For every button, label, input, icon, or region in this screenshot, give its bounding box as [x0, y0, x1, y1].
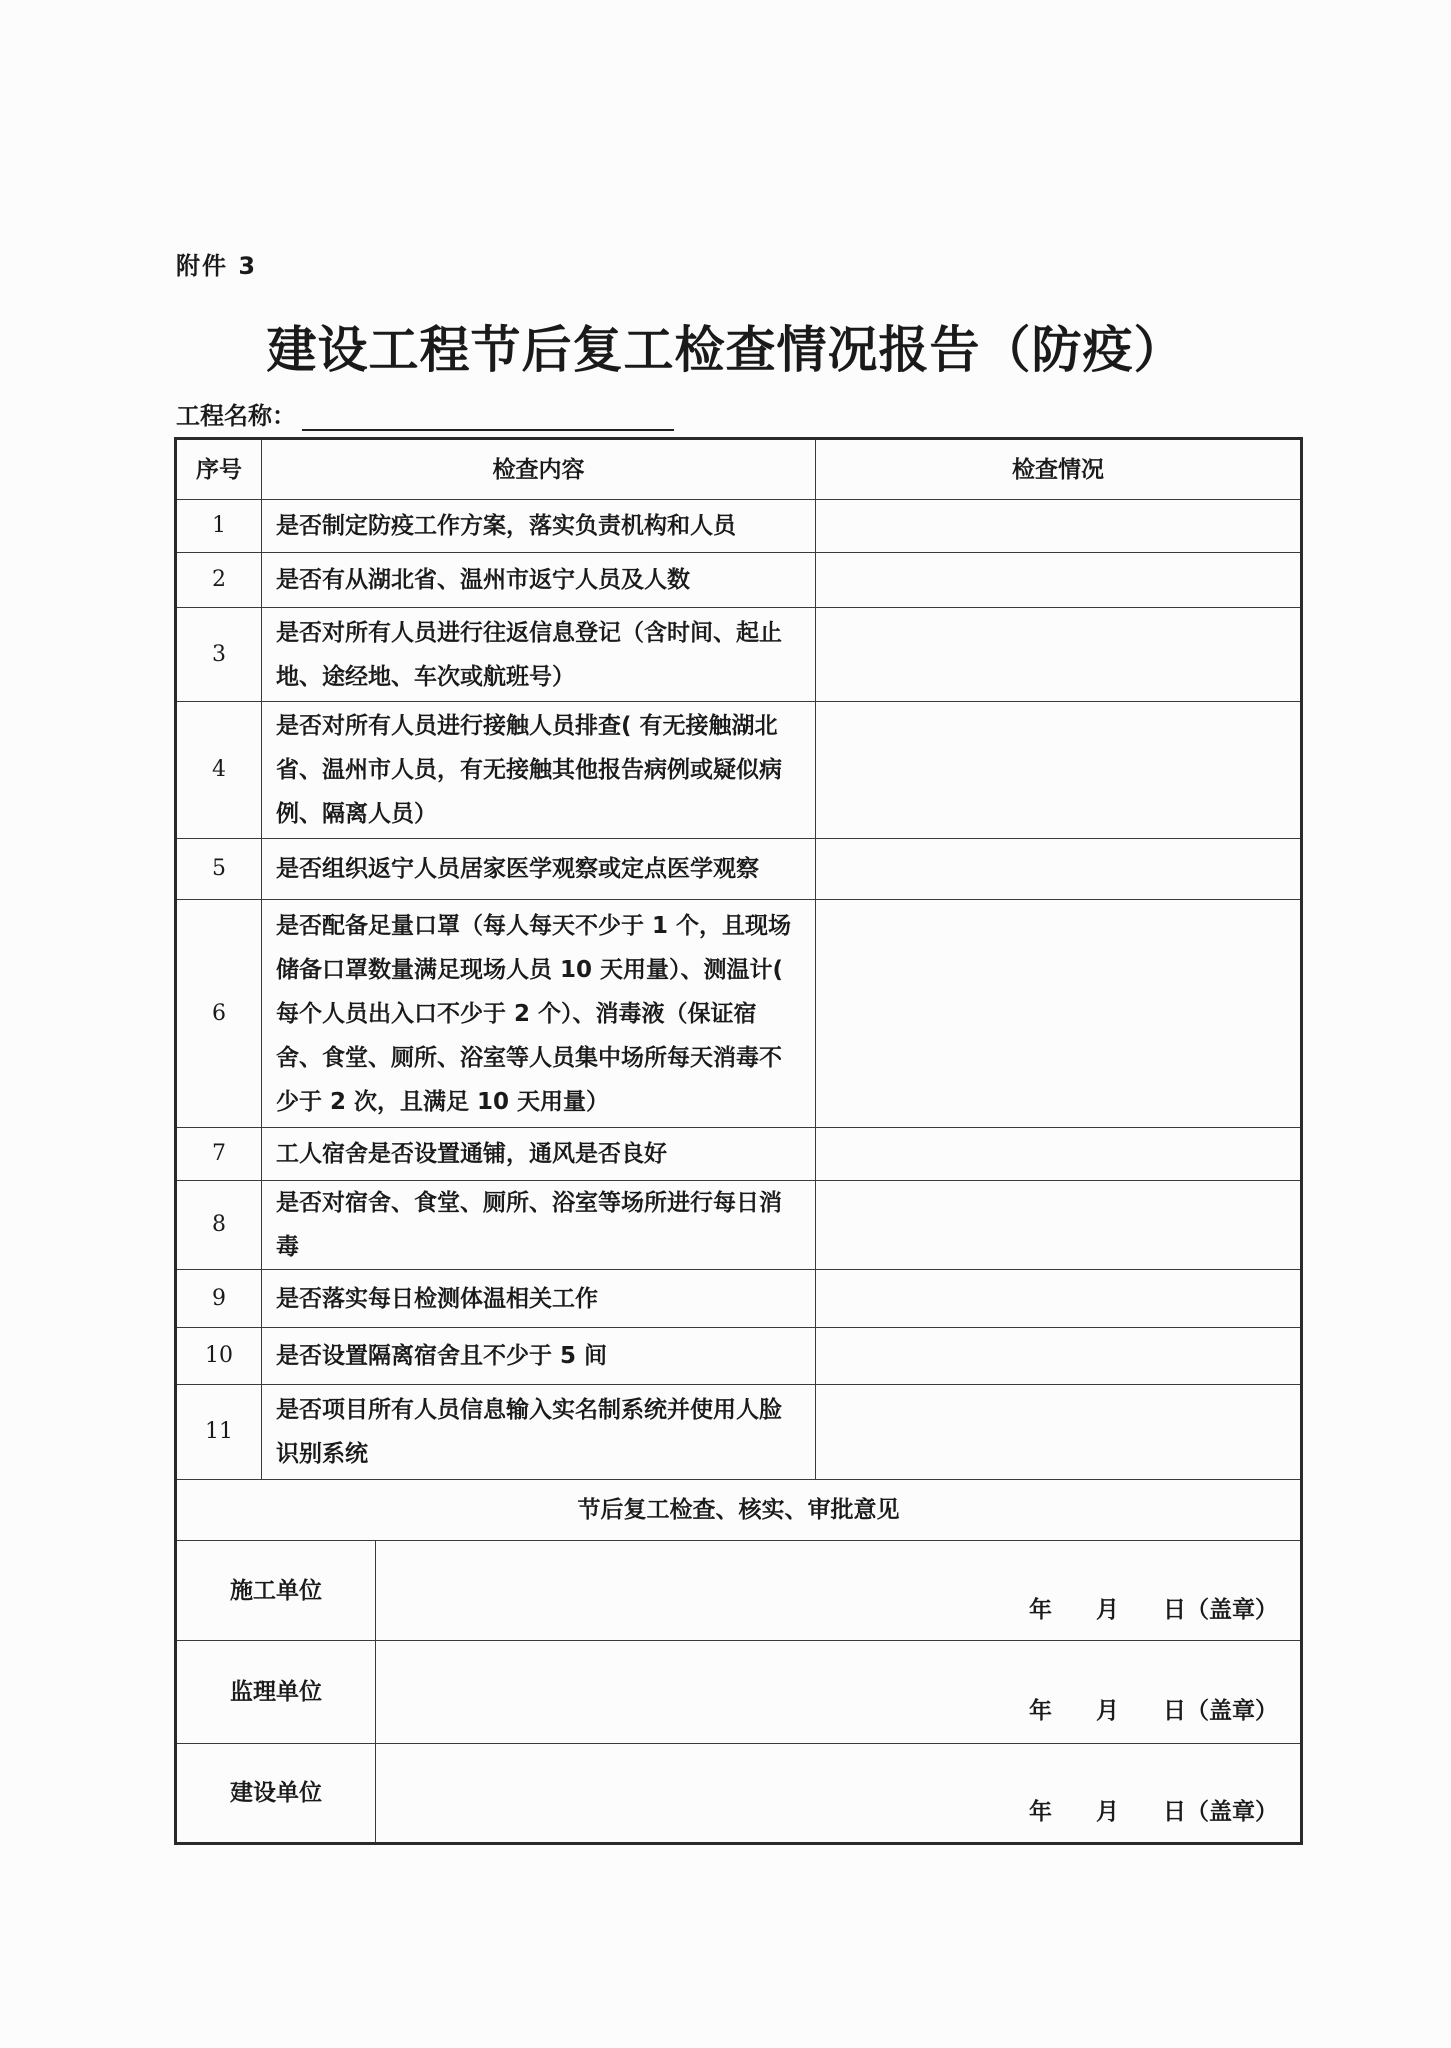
- row-status-cell[interactable]: [816, 1128, 1302, 1181]
- sign-line: [390, 1752, 1286, 1834]
- row-status-cell[interactable]: [816, 1270, 1302, 1328]
- row-seq: 11: [176, 1385, 262, 1480]
- row-seq: 10: [176, 1328, 262, 1385]
- row-content: 是否组织返宁人员居家医学观察或定点医学观察: [262, 839, 816, 900]
- row-status-cell[interactable]: [816, 1385, 1302, 1480]
- unit-label-supervision: 监理单位: [176, 1641, 376, 1744]
- sign-line: [390, 1550, 1286, 1632]
- row-seq: 4: [176, 702, 262, 839]
- row-seq: 9: [176, 1270, 262, 1328]
- approval-row: [176, 1744, 1302, 1844]
- header-status: 检查情况: [816, 439, 1302, 500]
- row-status-cell[interactable]: [816, 702, 1302, 839]
- row-content: 是否有从湖北省、温州市返宁人员及人数: [262, 553, 816, 608]
- sign-month: 月: [1096, 1596, 1119, 1623]
- table-row: [176, 553, 1302, 608]
- row-seq: 1: [176, 500, 262, 553]
- table-row: [176, 1328, 1302, 1385]
- row-seq: 2: [176, 553, 262, 608]
- row-seq: 5: [176, 839, 262, 900]
- unit-label-owner: 建设单位: [176, 1744, 376, 1844]
- unit-label-construction: 施工单位: [176, 1541, 376, 1641]
- row-content: 是否对所有人员进行往返信息登记（含时间、起止地、途经地、车次或航班号）: [262, 608, 816, 702]
- header-content: 检查内容: [262, 439, 816, 500]
- row-content: 是否配备足量口罩（每人每天不少于 1 个，且现场储备口罩数量满足现场人员 10 天用量）、测温计( 每个人员出入口不少于 2 个）、消毒液（保证宿舍、食堂、厕所、浴室等人员集中场所每天消毒不少于 2 次，且满足 10 天用量）: [262, 900, 816, 1128]
- table-row: [176, 702, 1302, 839]
- attachment-label: 附件 3: [176, 252, 258, 280]
- row-content: 工人宿舍是否设置通铺，通风是否良好: [262, 1128, 816, 1181]
- table-row: [176, 839, 1302, 900]
- header-seq: 序号: [176, 439, 262, 500]
- approval-row: [176, 1541, 1302, 1641]
- sign-year: 年: [1029, 1799, 1052, 1825]
- inspection-table: [174, 437, 1303, 1845]
- sign-day-seal: 日（盖章）: [1163, 1698, 1278, 1724]
- row-status-cell[interactable]: [816, 900, 1302, 1128]
- approval-opinion-supervision[interactable]: [376, 1641, 1302, 1744]
- table-row: [176, 1270, 1302, 1328]
- row-seq: 8: [176, 1181, 262, 1270]
- table-row: [176, 1385, 1302, 1480]
- table-row: [176, 608, 1302, 702]
- row-status-cell[interactable]: [816, 1328, 1302, 1385]
- project-name-field: [176, 396, 674, 431]
- table-row: [176, 900, 1302, 1128]
- sign-month: 月: [1096, 1799, 1119, 1825]
- row-status-cell[interactable]: [816, 608, 1302, 702]
- row-content: 是否项目所有人员信息输入实名制系统并使用人脸识别系统: [262, 1385, 816, 1480]
- project-name-input-line[interactable]: [302, 399, 674, 431]
- row-content: 是否对所有人员进行接触人员排查( 有无接触湖北省、温州市人员，有无接触其他报告病例或疑似病例、隔离人员）: [262, 702, 816, 839]
- page-title: 建设工程节后复工检查情况报告（防疫）: [266, 320, 1185, 379]
- row-content: 是否制定防疫工作方案，落实负责机构和人员: [262, 500, 816, 553]
- table-row: [176, 500, 1302, 553]
- sign-line: [390, 1651, 1286, 1733]
- sign-year: 年: [1029, 1698, 1052, 1724]
- approval-row: [176, 1641, 1302, 1744]
- sign-year: 年: [1029, 1596, 1052, 1623]
- approval-opinion-owner[interactable]: [376, 1744, 1302, 1844]
- approval-opinion-construction[interactable]: [376, 1541, 1302, 1641]
- row-seq: 3: [176, 608, 262, 702]
- table-row: [176, 1181, 1302, 1270]
- table-row: [176, 1128, 1302, 1181]
- row-seq: 6: [176, 900, 262, 1128]
- row-status-cell[interactable]: [816, 839, 1302, 900]
- sign-day-seal: 日（盖章）: [1163, 1799, 1278, 1825]
- sign-month: 月: [1096, 1698, 1119, 1724]
- row-content: 是否设置隔离宿舍且不少于 5 间: [262, 1328, 816, 1385]
- row-status-cell[interactable]: [816, 1181, 1302, 1270]
- approval-header-row: [176, 1480, 1302, 1541]
- row-content: 是否落实每日检测体温相关工作: [262, 1270, 816, 1328]
- row-content: 是否对宿舍、食堂、厕所、浴室等场所进行每日消毒: [262, 1181, 816, 1270]
- approval-section-title: 节后复工检查、核实、审批意见: [176, 1480, 1302, 1541]
- project-name-label: 工程名称：: [176, 402, 296, 430]
- row-status-cell[interactable]: [816, 553, 1302, 608]
- sign-day-seal: 日（盖章）: [1163, 1596, 1278, 1623]
- row-status-cell[interactable]: [816, 500, 1302, 553]
- table-header-row: [176, 439, 1302, 500]
- row-seq: 7: [176, 1128, 262, 1181]
